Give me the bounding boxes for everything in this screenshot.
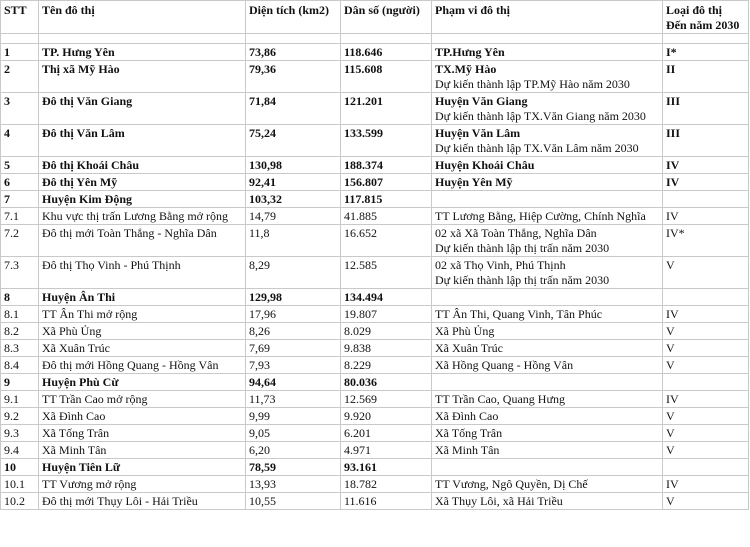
cell-area: 10,55 [246,493,341,510]
cell-scope [432,442,663,459]
cell-type: V [663,425,749,442]
cell-stt: 10.1 [1,476,39,493]
cell-scope [432,61,663,93]
table-row [1,191,749,208]
cell-area: 73,86 [246,44,341,61]
scope-text: 02 xã Xã Toàn Thắng, Nghĩa Dân [435,226,597,240]
cell-stt: 10 [1,459,39,476]
scope-text: Huyện Văn Giang [435,94,528,108]
cell-stt: 7.2 [1,225,39,257]
scope-text: Huyện Khoái Châu [435,158,535,172]
table-row [1,44,749,61]
cell-population: 133.599 [341,125,432,157]
table-row [1,93,749,125]
spacer-row [1,34,749,44]
cell-population: 93.161 [341,459,432,476]
cell-stt: 7.1 [1,208,39,225]
col-header-type [663,1,749,34]
cell-scope [432,408,663,425]
cell-stt: 8 [1,289,39,306]
cell-stt: 4 [1,125,39,157]
cell-name: TT Vương mở rộng [39,476,246,493]
cell-scope [432,306,663,323]
cell-population: 8.029 [341,323,432,340]
cell-type: IV [663,391,749,408]
cell-stt: 6 [1,174,39,191]
scope-text: Xã Minh Tân [435,443,500,457]
table-row [1,425,749,442]
cell-scope [432,340,663,357]
cell-area: 8,26 [246,323,341,340]
table-row [1,340,749,357]
table-row [1,357,749,374]
scope-text: Huyện Văn Lâm [435,126,521,140]
table-row [1,289,749,306]
cell-name: Đô thị mới Hồng Quang - Hồng Vân [39,357,246,374]
scope-text: TP.Hưng Yên [435,45,505,59]
scope-note: Dự kiến thành lập TX.Văn Giang năm 2030 [435,109,646,123]
scope-text: Xã Phù Ủng [435,324,495,338]
scope-text: TT Vương, Ngô Quyền, Dị Chế [435,477,588,491]
cell-scope [432,459,663,476]
cell-population: 11.616 [341,493,432,510]
cell-name: TT Ân Thi mở rộng [39,306,246,323]
cell-type: IV [663,157,749,174]
cell-area: 8,29 [246,257,341,289]
col-header-type-line2: Đến năm 2030 [666,18,740,32]
cell-type: III [663,125,749,157]
cell-stt: 7.3 [1,257,39,289]
cell-stt: 10.2 [1,493,39,510]
cell-area: 7,93 [246,357,341,374]
cell-scope [432,425,663,442]
cell-scope [432,93,663,125]
table-row [1,476,749,493]
cell-type: IV [663,476,749,493]
table-row [1,174,749,191]
cell-type: I* [663,44,749,61]
cell-scope [432,208,663,225]
cell-area: 103,32 [246,191,341,208]
scope-note: Dự kiến thành lập TP.Mỹ Hào năm 2030 [435,77,630,91]
scope-text: Huyện Yên Mỹ [435,175,513,189]
table-row [1,442,749,459]
cell-scope [432,476,663,493]
table-row [1,323,749,340]
scope-text: TT Lương Bằng, Hiệp Cường, Chính Nghĩa [435,209,646,223]
cell-area: 94,64 [246,374,341,391]
cell-name: Đô thị Khoái Châu [39,157,246,174]
cell-scope [432,323,663,340]
cell-stt: 9.1 [1,391,39,408]
cell-type: IV [663,208,749,225]
scope-text: Xã Hồng Quang - Hồng Vân [435,358,574,372]
cell-type: III [663,93,749,125]
cell-population: 19.807 [341,306,432,323]
cell-stt: 9 [1,374,39,391]
cell-population: 6.201 [341,425,432,442]
scope-text: TT Ân Thi, Quang Vinh, Tân Phúc [435,307,603,321]
cell-type [663,374,749,391]
cell-area: 92,41 [246,174,341,191]
cell-type: II [663,61,749,93]
cell-type: IV [663,306,749,323]
cell-type: V [663,357,749,374]
cell-stt: 5 [1,157,39,174]
cell-type: V [663,257,749,289]
cell-population: 9.838 [341,340,432,357]
cell-name: Đô thị Văn Lâm [39,125,246,157]
table-row [1,157,749,174]
cell-area: 9,99 [246,408,341,425]
cell-scope [432,225,663,257]
cell-population: 9.920 [341,408,432,425]
cell-type [663,289,749,306]
cell-stt: 9.4 [1,442,39,459]
cell-area: 75,24 [246,125,341,157]
cell-population: 12.585 [341,257,432,289]
cell-area: 129,98 [246,289,341,306]
table-body [1,34,749,510]
cell-population: 118.646 [341,44,432,61]
cell-name: Khu vực thị trấn Lương Bằng mở rộng [39,208,246,225]
cell-area: 7,69 [246,340,341,357]
scope-text: TT Trần Cao, Quang Hưng [435,392,565,406]
cell-area: 6,20 [246,442,341,459]
col-header-area: Diện tích (km2) [246,1,341,34]
col-header-scope: Phạm vi đô thị [432,1,663,34]
cell-name: Đô thị mới Toàn Thắng - Nghĩa Dân [39,225,246,257]
table-row [1,391,749,408]
scope-note: Dự kiến thành lập TX.Văn Lâm năm 2030 [435,141,639,155]
cell-scope [432,174,663,191]
cell-population: 188.374 [341,157,432,174]
cell-population: 156.807 [341,174,432,191]
cell-type: IV [663,174,749,191]
cell-stt: 3 [1,93,39,125]
table-row [1,306,749,323]
cell-population: 80.036 [341,374,432,391]
cell-population: 16.652 [341,225,432,257]
cell-type [663,191,749,208]
cell-scope [432,391,663,408]
cell-stt: 9.3 [1,425,39,442]
col-header-stt: STT [1,1,39,34]
cell-population: 12.569 [341,391,432,408]
cell-name: Thị xã Mỹ Hào [39,61,246,93]
cell-name: Xã Đình Cao [39,408,246,425]
cell-scope [432,374,663,391]
table-row [1,208,749,225]
cell-name: TP. Hưng Yên [39,44,246,61]
cell-type [663,459,749,476]
scope-text: Xã Đình Cao [435,409,499,423]
cell-name: Đô thị mới Thụy Lôi - Hải Triều [39,493,246,510]
cell-stt: 9.2 [1,408,39,425]
cell-stt: 7 [1,191,39,208]
table-row [1,125,749,157]
cell-stt: 8.1 [1,306,39,323]
cell-scope [432,191,663,208]
cell-scope [432,257,663,289]
cell-population: 121.201 [341,93,432,125]
cell-population: 115.608 [341,61,432,93]
cell-name: Xã Xuân Trúc [39,340,246,357]
cell-population: 18.782 [341,476,432,493]
scope-text: Xã Thụy Lôi, xã Hải Triều [435,494,563,508]
cell-type: V [663,340,749,357]
cell-name: Đô thị Thọ Vinh - Phú Thịnh [39,257,246,289]
table-row [1,225,749,257]
table-row [1,257,749,289]
cell-population: 41.885 [341,208,432,225]
col-header-population: Dân số (người) [341,1,432,34]
cell-population: 4.971 [341,442,432,459]
cell-area: 78,59 [246,459,341,476]
cell-name: Xã Minh Tân [39,442,246,459]
table-row [1,61,749,93]
cell-scope [432,44,663,61]
cell-type: V [663,442,749,459]
cell-scope [432,357,663,374]
cell-stt: 2 [1,61,39,93]
scope-note: Dự kiến thành lập thị trấn năm 2030 [435,273,610,287]
cell-area: 11,73 [246,391,341,408]
cell-type: IV* [663,225,749,257]
cell-scope [432,289,663,306]
col-header-type-line1: Loại đô thị [666,3,723,17]
cell-name: Xã Tống Trân [39,425,246,442]
cell-type: V [663,408,749,425]
cell-type: V [663,493,749,510]
scope-text: Xã Tống Trân [435,426,503,440]
cell-area: 17,96 [246,306,341,323]
cell-area: 79,36 [246,61,341,93]
cell-name: TT Trần Cao mở rộng [39,391,246,408]
cell-name: Đô thị Văn Giang [39,93,246,125]
cell-stt: 8.2 [1,323,39,340]
col-header-name: Tên đô thị [39,1,246,34]
scope-text: 02 xã Thọ Vinh, Phú Thịnh [435,258,566,272]
cell-population: 117.815 [341,191,432,208]
cell-scope [432,157,663,174]
cell-stt: 8.3 [1,340,39,357]
cell-area: 13,93 [246,476,341,493]
header-row [1,1,749,34]
cell-area: 11,8 [246,225,341,257]
cell-name: Huyện Ân Thi [39,289,246,306]
cell-area: 9,05 [246,425,341,442]
cell-name: Đô thị Yên Mỹ [39,174,246,191]
cell-scope [432,493,663,510]
cell-name: Huyện Kim Động [39,191,246,208]
table-row [1,493,749,510]
scope-note: Dự kiến thành lập thị trấn năm 2030 [435,241,610,255]
cell-type: V [663,323,749,340]
table-row [1,374,749,391]
cell-population: 8.229 [341,357,432,374]
cell-area: 130,98 [246,157,341,174]
cell-scope [432,125,663,157]
scope-text: Xã Xuân Trúc [435,341,503,355]
cell-stt: 1 [1,44,39,61]
cell-stt: 8.4 [1,357,39,374]
cell-area: 14,79 [246,208,341,225]
cell-name: Huyện Phù Cừ [39,374,246,391]
table-row [1,459,749,476]
cell-name: Xã Phù Ủng [39,323,246,340]
table-row [1,408,749,425]
cell-population: 134.494 [341,289,432,306]
cell-name: Huyện Tiên Lữ [39,459,246,476]
scope-text: TX.Mỹ Hào [435,62,497,76]
cell-area: 71,84 [246,93,341,125]
